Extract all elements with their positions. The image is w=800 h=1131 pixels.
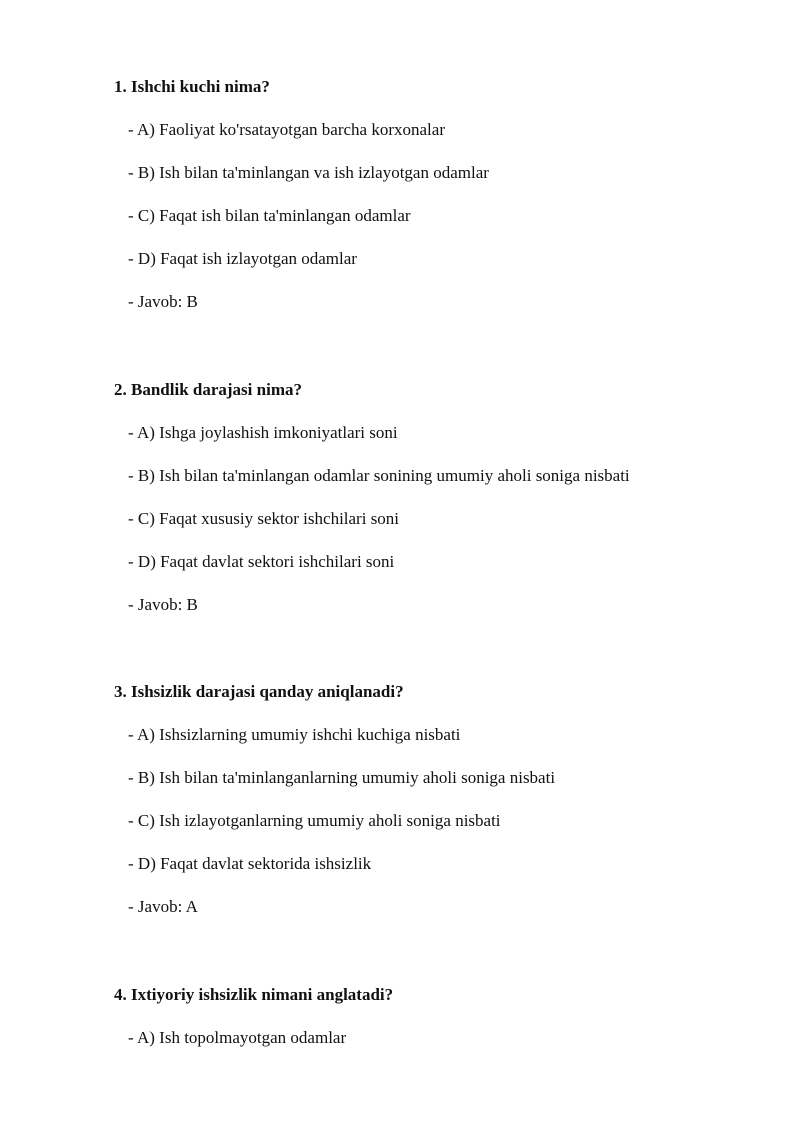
option-b: - B) Ish bilan ta'minlangan va ish izlayotgan odamlar	[128, 163, 489, 182]
option-c: - C) Faqat ish bilan ta'minlangan odamlar	[128, 206, 411, 225]
question-2	[114, 380, 754, 615]
option-c: - C) Ish izlayotganlarning umumiy aholi soniga nisbati	[128, 811, 501, 830]
option-b: - B) Ish bilan ta'minlangan odamlar sonining umumiy aholi soniga nisbati	[128, 466, 630, 485]
question-3	[114, 682, 754, 917]
option-c: - C) Faqat xususiy sektor ishchilari soni	[128, 509, 400, 528]
option-d: - D) Faqat ish izlayotgan odamlar	[128, 249, 357, 268]
option-a: - A) Ishsizlarning umumiy ishchi kuchiga nisbati	[128, 725, 461, 744]
question-title: 1. Ishchi kuchi nima?	[114, 77, 270, 96]
option-b: - B) Ish bilan ta'minlanganlarning umumiy aholi soniga nisbati	[128, 768, 556, 787]
answer-line: - Javob: B	[128, 292, 198, 311]
answer-line: - Javob: A	[128, 897, 198, 916]
option-a: - A) Ishga joylashish imkoniyatlari soni	[128, 423, 398, 442]
option-a: - A) Faoliyat ko'rsatayotgan barcha korxonalar	[128, 120, 445, 139]
question-4	[114, 985, 754, 1048]
answer-line: - Javob: B	[128, 595, 198, 614]
question-title: 3. Ishsizlik darajasi qanday aniqlanadi?	[114, 682, 404, 701]
question-title: 2. Bandlik darajasi nima?	[114, 380, 302, 399]
option-a: - A) Ish topolmayotgan odamlar	[128, 1028, 347, 1047]
question-title: 4. Ixtiyoriy ishsizlik nimani anglatadi?	[114, 985, 394, 1004]
option-d: - D) Faqat davlat sektorida ishsizlik	[128, 854, 372, 873]
option-d: - D) Faqat davlat sektori ishchilari soni	[128, 552, 395, 571]
question-1	[114, 77, 754, 312]
